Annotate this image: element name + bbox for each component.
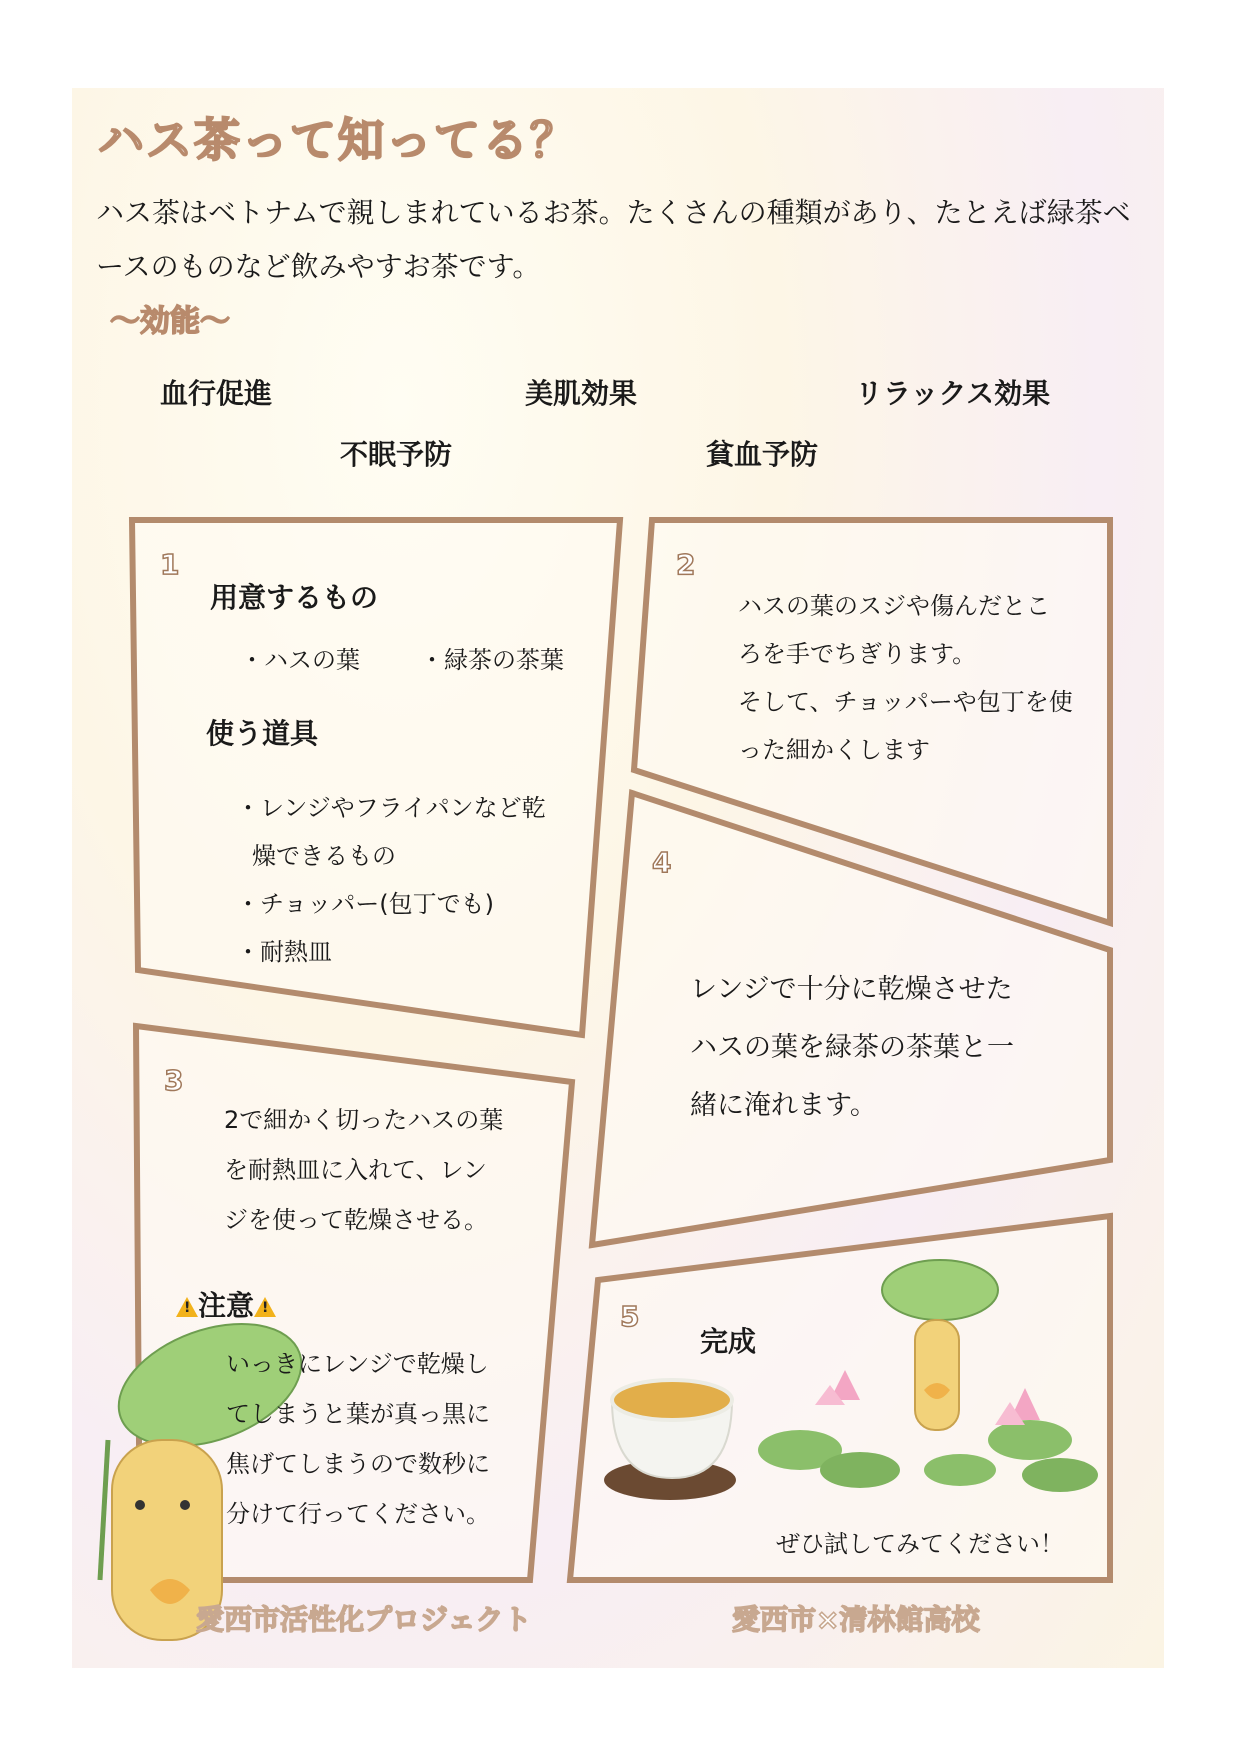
intro-text: ハス茶はベトナムで親しまれているお茶。たくさんの種類があり、たとえば緑茶ベースのものなど飲みやすお茶です。 <box>96 196 1131 283</box>
step-number: 4 <box>652 846 672 879</box>
step3-line: を耐熱皿に入れて、レン <box>224 1156 487 1184</box>
step2-line: ろを手でちぎります。 <box>738 640 977 668</box>
step4-line: レンジで十分に乾燥させた <box>690 974 1013 1005</box>
caution-line: 分けて行ってください。 <box>226 1500 490 1528</box>
warning-icon <box>176 1297 198 1317</box>
list-item: ・チョッパー(包丁でも) <box>236 890 495 918</box>
effect-item: 不眠予防 <box>340 438 453 471</box>
effect-item: 血行促進 <box>160 377 273 410</box>
caution-line: いっきにレンジで乾燥し <box>226 1350 489 1378</box>
warning-icon <box>254 1297 276 1317</box>
footer-organizers: 愛西市×清林館高校 <box>732 1603 980 1636</box>
step2-line: そして、チョッパーや包丁を使 <box>738 688 1073 716</box>
step4-line: ハスの葉を緑茶の茶葉と一 <box>690 1032 1014 1063</box>
step2-line: ハスの葉のスジや傷んだとこ <box>738 592 1050 620</box>
step-number: 1 <box>160 548 180 581</box>
page-title: ハス茶って知ってる？ <box>98 113 578 167</box>
list-item: ・耐熱皿 <box>236 938 332 966</box>
footer-project-name: 愛西市活性化プロジェクト <box>196 1603 532 1636</box>
step3-line: 2で細かく切ったハスの葉 <box>224 1106 504 1134</box>
step2-line: った細かくします <box>738 736 930 764</box>
step-number: 5 <box>620 1300 640 1333</box>
caution-heading <box>176 1284 276 1324</box>
effect-item: 美肌効果 <box>525 377 638 410</box>
caution-label: 注意 <box>198 1289 255 1322</box>
list-item: ・レンジやフライパンなど乾 <box>236 794 546 822</box>
step5-heading: 完成 <box>700 1325 757 1358</box>
step3-line: ジを使って乾燥させる。 <box>224 1206 488 1234</box>
tea-cup-illustration <box>604 1380 736 1500</box>
step-number: 3 <box>164 1064 184 1097</box>
list-item: ・ハスの葉 <box>240 646 360 674</box>
caution-line: 焦げてしまうので数秒に <box>226 1450 490 1478</box>
effects-heading: ～効能～ <box>110 304 230 339</box>
caution-line: てしまうと葉が真っ黒に <box>226 1400 490 1428</box>
step-number: 2 <box>676 548 696 581</box>
effect-item: 貧血予防 <box>706 438 819 471</box>
list-item: ・緑茶の茶葉 <box>420 646 564 674</box>
closing-text: ぜひ試してみてください！ <box>776 1530 1064 1558</box>
step1-heading-tools: 使う道具 <box>206 717 319 750</box>
step4-line: 緒に淹れます。 <box>690 1090 877 1121</box>
step1-heading-items: 用意するもの <box>210 581 379 614</box>
effect-item: リラックス効果 <box>855 377 1051 410</box>
list-item: 燥できるもの <box>252 842 396 870</box>
